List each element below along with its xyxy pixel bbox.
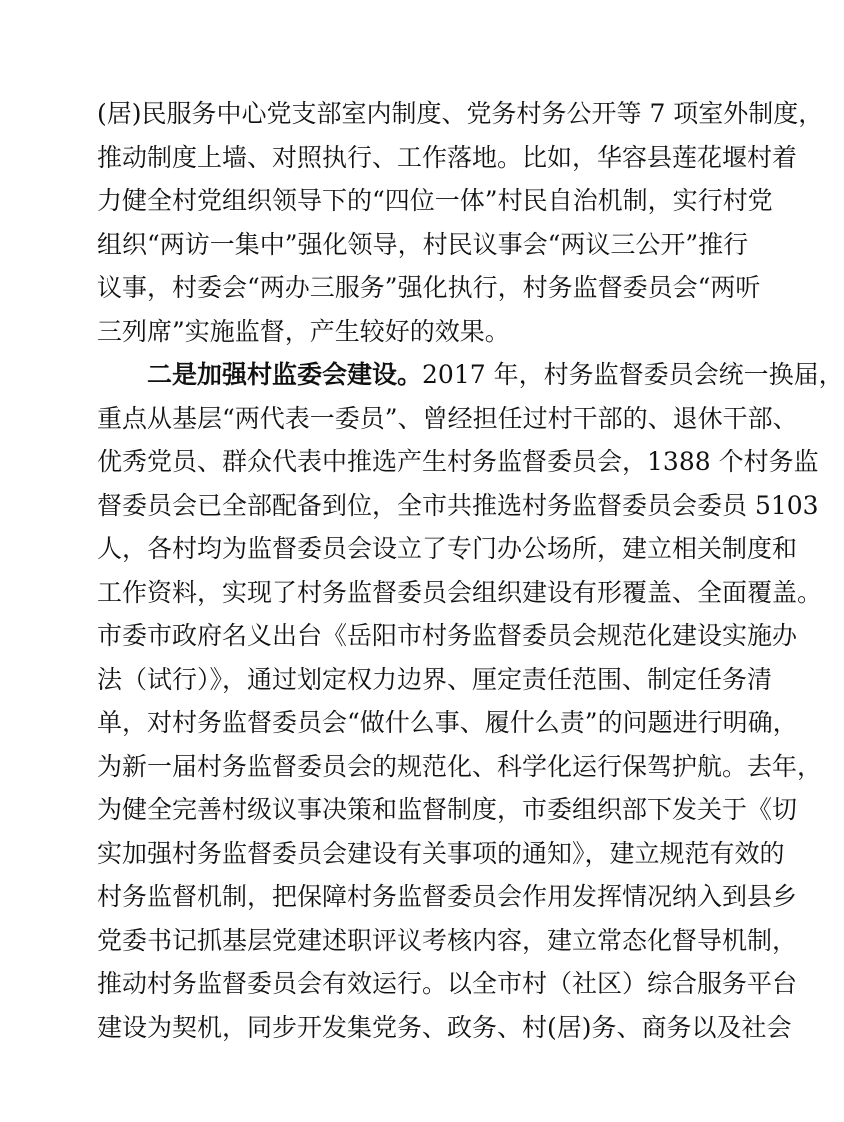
paragraph-line: 组织“两访一集中”强化领导，村民议事会“两议三公开”推行 <box>97 229 749 259</box>
paragraph-line: 建设为契机，同步开发集党务、政务、村(居)务、商务以及社会 <box>97 1012 792 1042</box>
paragraph-line: 工作资料，实现了村务监督委员会组织建设有形覆盖、全面覆盖。 <box>97 577 823 607</box>
paragraph-line: 单，对村务监督委员会“做什么事、履什么责”的问题进行明确， <box>97 708 798 737</box>
paragraph-line: 推动制度上墙、对照执行、工作落地。比如，华容县莲花堰村着 <box>97 142 798 172</box>
paragraph-line: (居)民服务中心党支部室内制度、党务村务公开等 7 项室外制度， <box>97 99 824 128</box>
paragraph-line: 市委市政府名义出台《岳阳市村务监督委员会规范化建设实施办 <box>97 621 798 650</box>
section-first-line-text: 2017 年，村务监督委员会统一换届， <box>422 360 844 389</box>
section-heading: 二是加强村监委会建设。 <box>147 360 423 389</box>
paragraph-line: 人，各村均为监督委员会设立了专门办公场所，建立相关制度和 <box>97 534 798 563</box>
paragraph-line: 为新一届村务监督委员会的规范化、科学化运行保驾护航。去年， <box>97 751 823 781</box>
paragraph-line: 党委书记抓基层党建述职评议考核内容，建立常态化督导机制， <box>97 925 798 955</box>
paragraph-line: 村务监督机制，把保障村务监督委员会作用发挥情况纳入到县乡 <box>97 882 798 911</box>
paragraph-line: 重点从基层“两代表一委员”、曾经担任过村干部的、退休干部、 <box>97 403 798 433</box>
body-text <box>97 92 844 1049</box>
paragraph-line: 三列席”实施监督，产生较好的效果。 <box>97 316 510 346</box>
paragraph-line: 为健全完善村级议事决策和监督制度，市委组织部下发关于《切 <box>97 795 798 824</box>
paragraph-line: 实加强村务监督委员会建设有关事项的通知》，建立规范有效的 <box>97 838 785 868</box>
paragraph-line: 法（试行）》，通过划定权力边界、厘定责任范围、制定任务清 <box>97 664 773 694</box>
paragraph-line: 督委员会已全部配备到位，全市共推选村务监督委员会委员 5103 <box>97 490 819 520</box>
paragraph-line: 议事，村委会“两办三服务”强化执行，村务监督委员会“两听 <box>97 273 761 302</box>
paragraph-line: 推动村务监督委员会有效运行。以全市村（社区）综合服务平台 <box>97 969 798 998</box>
paragraph-line: 优秀党员、群众代表中推选产生村务监督委员会，1388 个村务监 <box>97 447 819 476</box>
section-first-line <box>97 353 844 397</box>
paragraph-line: 力健全村党组织领导下的“四位一体”村民自治机制，实行村党 <box>97 186 773 215</box>
